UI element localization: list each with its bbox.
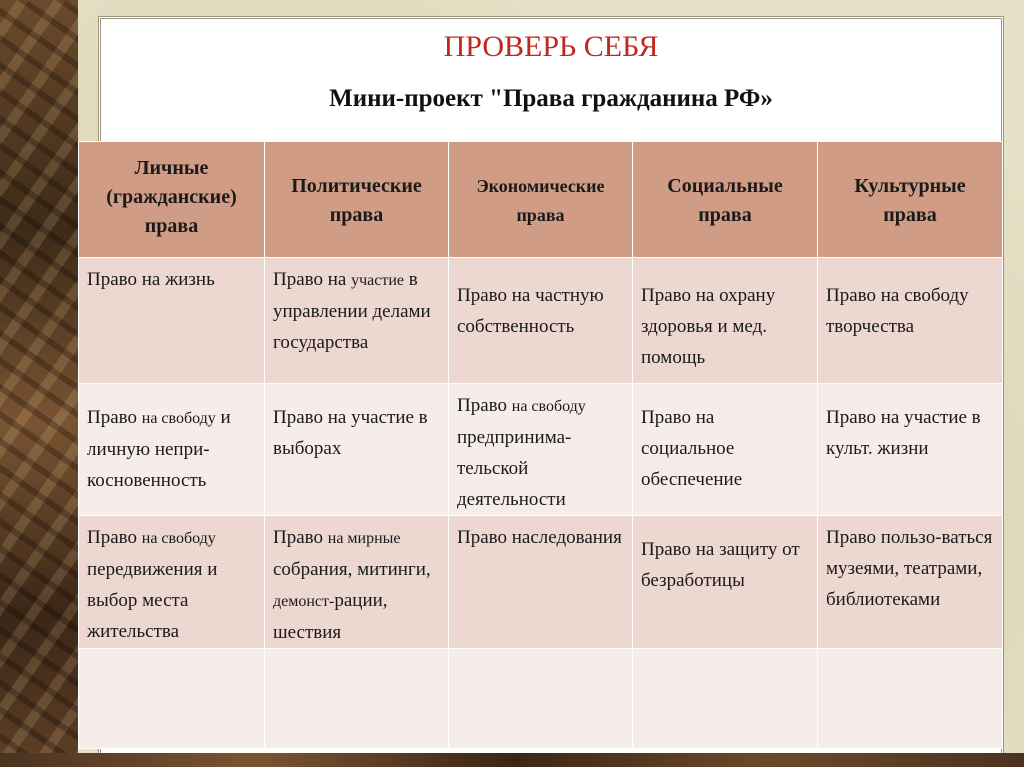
table-row xyxy=(79,258,1003,384)
table-cell: Право на частную собственность xyxy=(449,258,633,384)
table-empty-row xyxy=(79,649,1003,749)
rights-table xyxy=(78,141,1003,749)
header-personal-rights: Личные (гражданские) права xyxy=(79,142,265,258)
header-political-rights: Политические права xyxy=(265,142,449,258)
decorative-bottom-strip xyxy=(0,753,1024,767)
table-header-row xyxy=(79,142,1003,258)
table-cell: Право на защиту от безработицы xyxy=(633,516,818,649)
header-economic-rights: Экономические права xyxy=(449,142,633,258)
table-cell: Право на свободу передвижения и выбор места жительства xyxy=(79,516,265,649)
slide-subtitle: Мини-проект "Права гражданина РФ» xyxy=(329,85,773,112)
table-cell-empty xyxy=(449,649,633,749)
table-cell: Право на мирные собрания, митинги, демонст-рации, шествия xyxy=(265,516,449,649)
table-cell: Право на жизнь xyxy=(79,258,265,384)
slide-title: ПРОВЕРЬ СЕБЯ xyxy=(443,30,659,63)
table-row xyxy=(79,384,1003,516)
table-cell-empty xyxy=(265,649,449,749)
table-cell-empty xyxy=(818,649,1003,749)
table-cell: Право на участие в выборах xyxy=(265,384,449,516)
table-cell-empty xyxy=(79,649,265,749)
table-cell: Право на свободу творчества xyxy=(818,258,1003,384)
table-cell: Право на участие в управлении делами государства xyxy=(265,258,449,384)
table-cell: Право наследования xyxy=(449,516,633,649)
table-cell: Право на социальное обеспечение xyxy=(633,384,818,516)
table-cell: Право на охрану здоровья и мед. помощь xyxy=(633,258,818,384)
header-cultural-rights: Культурные права xyxy=(818,142,1003,258)
table-row xyxy=(79,516,1003,649)
decorative-wood-strip xyxy=(0,0,78,767)
table-cell: Право пользо-ваться музеями, театрами, библиотеками xyxy=(818,516,1003,649)
header-social-rights: Социальные права xyxy=(633,142,818,258)
table-cell: Право на участие в культ. жизни xyxy=(818,384,1003,516)
table-cell: Право на свободу и личную непри-косновенность xyxy=(79,384,265,516)
table-cell: Право на свободу предпринима-тельской деятельности xyxy=(449,384,633,516)
table-cell-empty xyxy=(633,649,818,749)
